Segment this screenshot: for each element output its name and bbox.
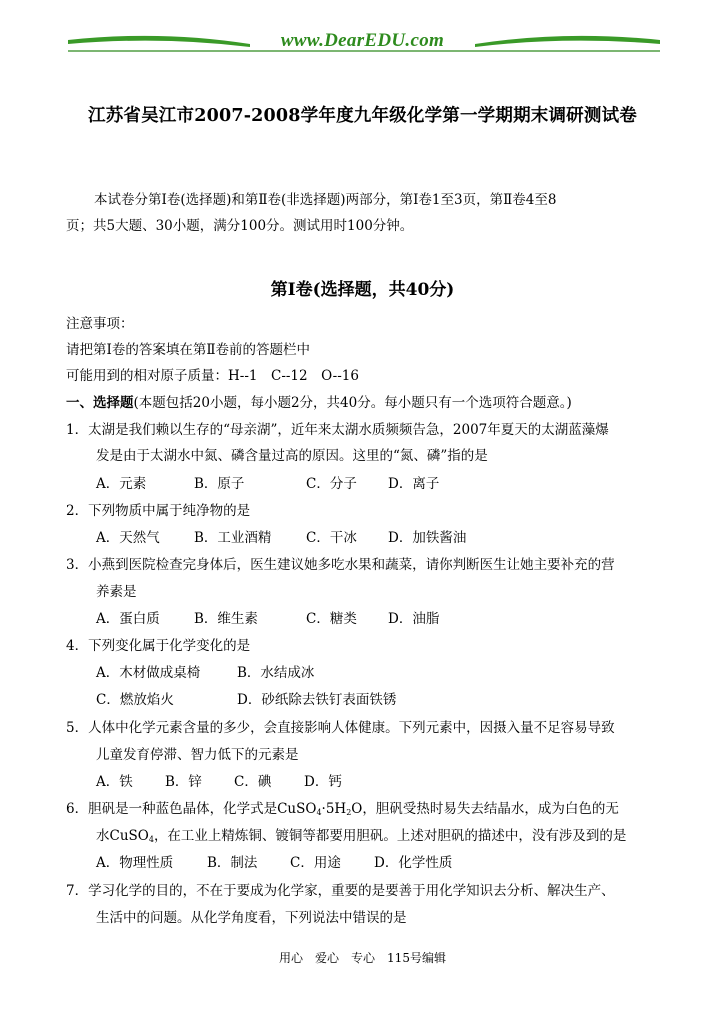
q4-line-1: 4．下列变化属于化学变化的是 <box>66 638 251 654</box>
q5-line-1: 5．人体中化学元素含量的多少，会直接影响人体健康。下列元素中，因摄入量不足容易导致 <box>66 720 615 736</box>
q1-line-2: 发是由于太湖水中氮、磷含量过高的原因。这里的“氮、磷”指的是 <box>96 448 488 464</box>
page-footer: 用心 爱心 专心 115号编辑 <box>279 951 446 965</box>
section-title: 第Ⅰ卷(选择题，共40分) <box>270 280 455 300</box>
q6-line-2 <box>96 827 626 849</box>
q4-option-c: C．燃放焰火 <box>96 692 174 708</box>
q4-option-d: D．砂纸除去铁钉表面铁锈 <box>237 692 397 708</box>
q1-option-b: B．原子 <box>194 476 245 492</box>
q6-sub-1: 4 <box>316 808 322 817</box>
site-logo-text[interactable]: www.DearEDU.com <box>280 30 445 51</box>
q5-option-d: D．钙 <box>304 774 342 790</box>
q1-line-1: 1．太湖是我们赖以生存的“母亲湖”，近年来太湖水质频频告急，2007年夏天的太湖蓝藻爆 <box>66 422 609 438</box>
q6-line-2-part-a: 水CuSO <box>96 828 149 844</box>
q6-option-b: B．制法 <box>207 855 258 871</box>
q2-option-a: A．天然气 <box>96 530 160 546</box>
q5-option-c: C．碘 <box>234 774 272 790</box>
q3-option-d: D．油脂 <box>388 611 440 627</box>
notes-heading: 注意事项： <box>66 316 134 332</box>
q6-line-1-part-b: ·5H <box>321 801 347 817</box>
q3-option-b: B．维生素 <box>194 611 258 627</box>
q6-line-2-part-b: ，在工业上精炼铜、镀铜等都要用胆矾。上述对胆矾的描述中，没有涉及到的是 <box>153 828 627 844</box>
q6-line-1-part-c: O，胆矾受热时易失去结晶水，成为白色的无 <box>351 801 619 817</box>
q3-line-1: 3．小燕到医院检查完身体后，医生建议她多吃水果和蔬菜，请你判断医生让她主要补充的营 <box>66 557 615 573</box>
q3-line-2: 养素是 <box>96 584 137 600</box>
q5-line-2: 儿童发育停滞、智力低下的元素是 <box>96 747 299 763</box>
part1-desc: (本题包括20小题，每小题2分，共40分。每小题只有一个选项符合题意。) <box>133 395 572 411</box>
part1-heading <box>66 394 572 412</box>
q5-option-a: A．铁 <box>96 774 133 790</box>
q4-option-a: A．木材做成桌椅 <box>96 665 201 681</box>
q6-line-1-part-a: 6．胆矾是一种蓝色晶体，化学式是CuSO <box>66 801 317 817</box>
q2-line-1: 2．下列物质中属于纯净物的是 <box>66 503 251 519</box>
intro-line-1: 本试卷分第Ⅰ卷(选择题)和第Ⅱ卷(非选择题)两部分，第Ⅰ卷1至3页，第Ⅱ卷4至8 <box>94 192 557 208</box>
page-header <box>0 0 725 60</box>
q6-line-1 <box>66 800 619 822</box>
q4-option-b: B．水结成冰 <box>237 665 315 681</box>
notes-line-1: 请把第Ⅰ卷的答案填在第Ⅱ卷前的答题栏中 <box>66 342 311 358</box>
q1-option-d: D．离子 <box>388 476 440 492</box>
q1-option-a: A．元素 <box>96 476 147 492</box>
intro-line-2: 页；共5大题、30小题，满分100分。测试用时100分钟。 <box>66 218 414 234</box>
q6-sub-2: 2 <box>346 808 352 817</box>
q6-option-c: C．用途 <box>290 855 341 871</box>
q1-option-c: C．分子 <box>306 476 357 492</box>
document-title: 江苏省吴江市2007-2008学年度九年级化学第一学期期末调研测试卷 <box>88 106 637 126</box>
q6-option-a: A．物理性质 <box>96 855 174 871</box>
notes-line-2: 可能用到的相对原子质量：H--1 C--12 O--16 <box>66 368 359 384</box>
q7-line-2: 生活中的问题。从化学角度看，下列说法中错误的是 <box>96 910 407 926</box>
q2-option-b: B．工业酒精 <box>194 530 272 546</box>
q3-option-c: C．糖类 <box>306 611 357 627</box>
q6-option-d: D．化学性质 <box>374 855 453 871</box>
q2-option-d: D．加铁酱油 <box>388 530 467 546</box>
part1-label: 一、选择题 <box>66 395 134 411</box>
q7-line-1: 7．学习化学的目的，不在于要成为化学家，重要的是要善于用化学知识去分析、解决生产、 <box>66 883 615 899</box>
q5-option-b: B．锌 <box>165 774 202 790</box>
q2-option-c: C．干冰 <box>306 530 357 546</box>
q6-sub-3: 4 <box>148 835 154 844</box>
q3-option-a: A．蛋白质 <box>96 611 160 627</box>
